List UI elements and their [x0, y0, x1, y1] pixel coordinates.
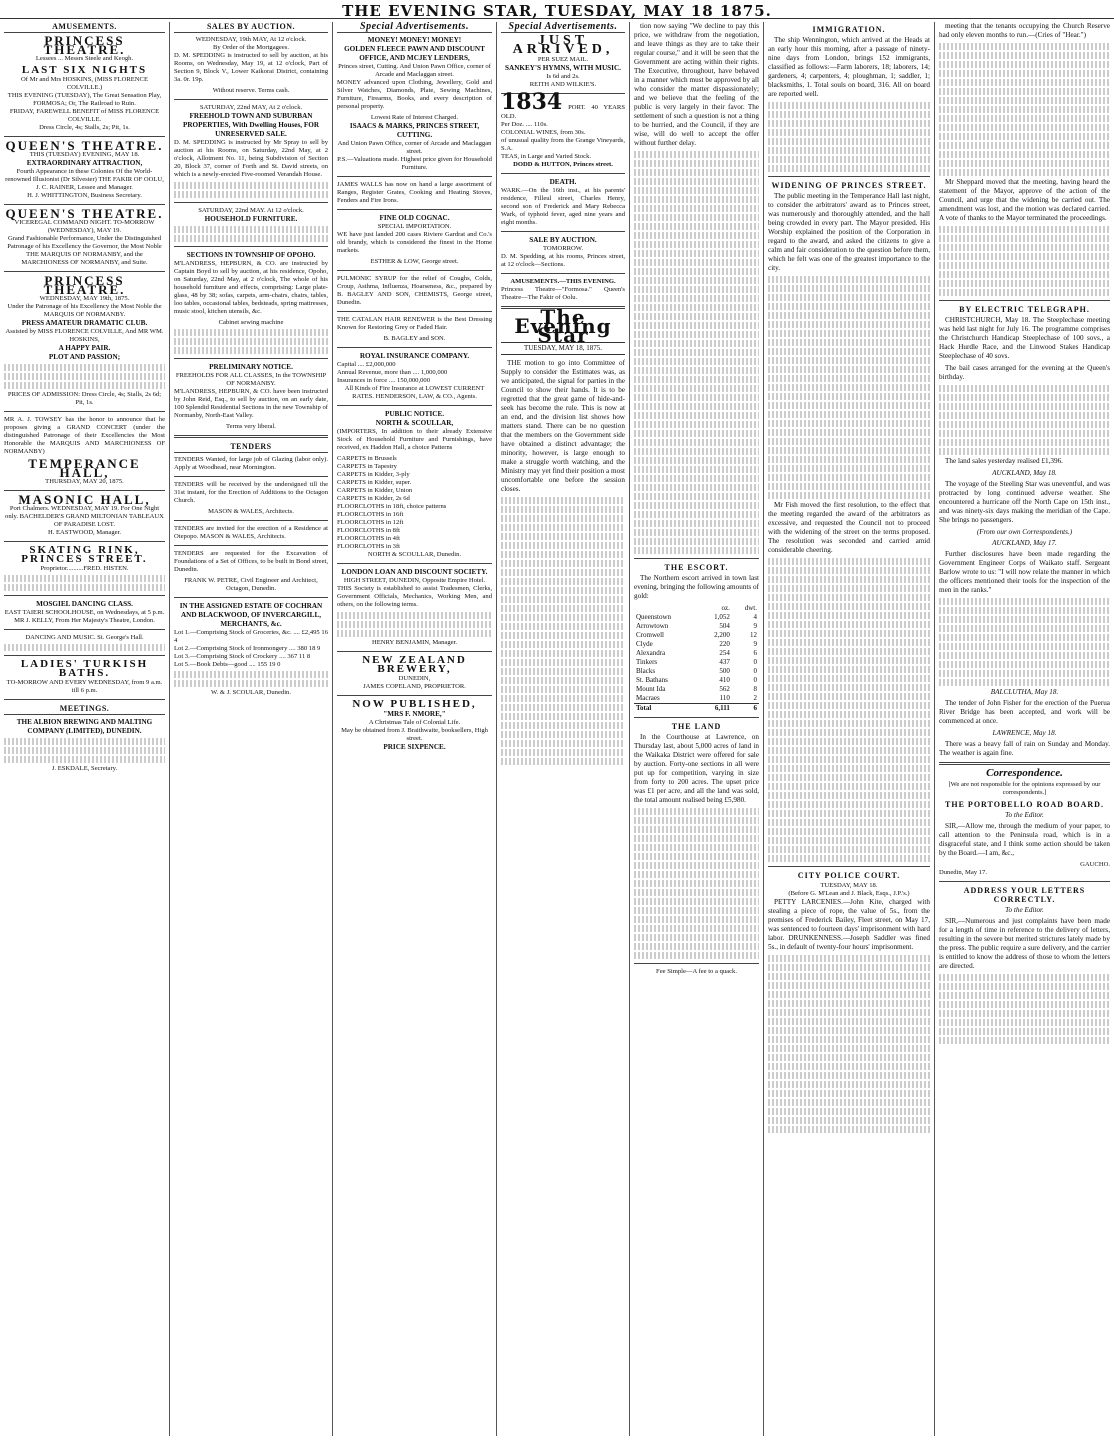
ad-line: Proprietor..........FRED. HISTEN.	[40, 565, 129, 572]
ad-body: THIS Society is established to assist Tradesmen, Clerks, Government Officials, Mechanics, Working Men, and others, on the following terms.	[337, 585, 492, 608]
ad-line: TEAS, in Large and Varied Stock.	[501, 153, 592, 160]
ad-title: LAST SIX NIGHTS	[21, 64, 148, 76]
ad-line: Lot 3.—Comprising Stock of Crockery .... 367 11 8	[174, 653, 311, 660]
letter-signature: GAUCHO.	[1080, 861, 1110, 868]
ad-line: COLONIAL WINES, from 30s.	[501, 129, 586, 136]
ad-line: SANKEY'S HYMNS, WITH MUSIC.	[505, 64, 621, 72]
ad-line: DODD & HUTTON, Princes street.	[513, 161, 613, 168]
column-telegraph	[935, 22, 1114, 1436]
ad-body: D. M. SPEDDING is instructed to sell by auction, at his Rooms, on Wednesday, May 19, at 12 o'clock, Part of Section 9, Block V., Lower Kaikorai District, containing 3a. 0r. 19p.	[174, 52, 328, 83]
ad-body: TENDERS are requested for the Excavation of Foundations of a Set of Offices, to be built in Bond street, Dunedin.	[174, 550, 328, 573]
article-body: Mr Sheppard moved that the meeting, having heard the statement of the Mayor, approve of the action of the Council, and urge that the widening be carried out. The amendment was lost, and the motion was declared carried. A vote of thanks to the Mayor terminated the proceedings.	[939, 178, 1110, 222]
ad-line: PLOT AND PASSION;	[48, 353, 121, 361]
table-cell: Queenstown	[636, 613, 671, 621]
ad-line: TO-MORROW AND EVERY WEDNESDAY, from 9 a.m. till 6 p.m.	[6, 679, 163, 694]
notice-body: WARK.—On the 16th inst., at his parents' residence, Filleul street, Charles Henry, second son of Frederick and Mary Rebecca Wark, of typhoid fever, aged nine years and eight months.	[501, 187, 625, 226]
ad-title: PRELIMINARY NOTICE.	[209, 363, 293, 371]
table-cell: 2,200	[714, 631, 730, 639]
ad-title: PRINCESS THEATRE.	[43, 273, 126, 297]
ad-line: SATURDAY, 22nd MAY. At 12 o'clock.	[198, 207, 304, 214]
floorcloth-line: FLOORCLOTHS in 8ft	[337, 527, 401, 534]
dateline: AUCKLAND, May 17.	[992, 539, 1057, 547]
telegraph-item: The land sales yesterday realised £1,396.	[945, 457, 1063, 465]
table-cell: Mount Ida	[636, 685, 666, 693]
ad-line: By Order of the Mortgagees.	[213, 44, 289, 51]
section-heading: BY ELECTRIC TELEGRAPH.	[959, 305, 1090, 314]
ad-line: Insurances in force .... 150,000,000	[337, 377, 431, 384]
table-cell: Tinkers	[636, 658, 658, 666]
article-continued: meeting that the tenants occupying the Church Reserve had only eleven months to run.—(Cries of "Hear.")	[939, 22, 1110, 39]
floorcloth-line: FLOORCLOTHS in 3ft	[337, 543, 401, 550]
table-cell: 12	[750, 631, 757, 639]
telegraph-item: The tender of John Fisher for the erection of the Puerua River Bridge has been accepted, and work will be commenced at once.	[939, 699, 1110, 725]
table-cell: 220	[719, 640, 730, 648]
carpet-line: CARPETS in Tapestry	[337, 463, 397, 470]
ad-line: WEDNESDAY, 19th MAY, At 12 o'clock.	[195, 36, 307, 43]
table-row	[634, 694, 759, 704]
ad-line: Lot 1.—Comprising Stock of Groceries, &c. .... £2,495 16 4	[174, 629, 328, 644]
ad-title: LONDON LOAN AND DISCOUNT SOCIETY.	[341, 568, 488, 576]
ad-line: Dress Circle, 4s; Stalls, 2s; Pit, 1s.	[39, 124, 130, 131]
ad-line: A Christmas Tale of Colonial Life.	[368, 719, 461, 726]
telegraph-item: CHRISTCHURCH, May 18. The Steeplechase meeting was held last night for July 16. The programme comprises the Christchurch Handicap Steeplechase of 100 sovs., a Hack Hurdle Race, and the Linwood Stakes Handicap Steeplechase of 40 sovs.	[939, 316, 1110, 360]
ad-title: NORTH & SCOULLAR,	[375, 419, 454, 427]
escort-intro: The Northern escort arrived in town last evening, bringing the following amounts of gold:	[634, 574, 759, 600]
carpet-line: CARPETS in Kidder, Union	[337, 487, 413, 494]
table-cell: 437	[719, 658, 730, 666]
section-heading: TENDERS	[174, 442, 328, 453]
table-cell: 0	[753, 676, 757, 684]
newspaper-nameplate: The Evening Star	[514, 305, 612, 347]
ad-line: ESTHER & LOW, George street.	[370, 258, 459, 265]
section-heading: SALE BY AUCTION.	[529, 236, 597, 244]
ad-line: Terms very liberal.	[226, 423, 276, 430]
ad-line: PRICES OF ADMISSION: Dress Circle, 4s; Stalls, 2s 6d; Pit, 1s.	[7, 391, 162, 406]
column-heading: AMUSEMENTS.	[4, 22, 165, 33]
ad-title: PUBLIC NOTICE.	[384, 410, 445, 418]
ad-title: TEMPERANCE HALL,	[28, 456, 141, 480]
dateline: (From our own Correspondents.)	[976, 528, 1073, 536]
ad-line: of unusual quality from the Grange Vineyards, S.A.	[501, 137, 625, 152]
article-body: In the Courthouse at Lawrence, on Thursday last, about 5,000 acres of land in the Waikaka District were offered for sale by auction. Forty-one sections in all were put up for competition, varying in size from forty to 200 acres. The upset price was £1 per acre, and all the land was sold, the total amount realised being £5,980.	[634, 733, 759, 804]
floorcloth-line: FLOORCLOTHS in 18ft, choice patterns	[337, 503, 447, 510]
ad-title: MOSGIEL DANCING CLASS.	[36, 600, 133, 608]
table-cell: St. Bathans	[636, 676, 668, 684]
ad-title: FINE OLD COGNAC.	[379, 214, 450, 222]
article-body: The ship Wennington, which arrived at the Heads at an early hour this morning, after a passage of ninety-nine days from London, brings 152 immigrants, classified as follows:—Farm laborers, 18; laborers, 14; gardeners, 4; carpenters, 4; ploughman, 1; saddler, 1; blacksmiths, 1. Total souls on board, 316. All on board are reported well.	[768, 36, 930, 98]
column-header: dwt.	[744, 604, 757, 612]
section-heading: THE LAND	[671, 722, 722, 731]
notice-body: D. M. Spedding, at his rooms, Princes street, at 12 o'clock—Sections.	[501, 253, 625, 268]
table-cell: 0	[753, 667, 757, 675]
table-cell: Clyde	[636, 640, 653, 648]
carpet-line: CARPETS in Kidder, 2s 6d	[337, 495, 410, 502]
table-cell: Arrowtown	[636, 622, 669, 630]
ad-line: EXTRAORDINARY ATTRACTION,	[26, 159, 143, 167]
letter-title: ADDRESS YOUR LETTERS CORRECTLY.	[963, 886, 1086, 904]
ad-line: DUNEDIN,	[398, 675, 431, 682]
ad-line: REITH AND WILKIE'S.	[529, 81, 597, 88]
letter-to: To the Editor.	[1005, 906, 1044, 914]
telegraph-item: Further disclosures have been made regarding the Government Engineer Corps of Waikato staff. Sergeant Barlow wrote to us: "I will now relate the manner in which the officers mentioned their tools for the inspection of the men in the ranks."	[939, 550, 1110, 594]
table-cell: Total	[634, 704, 699, 714]
ad-title: ROYAL INSURANCE COMPANY.	[359, 352, 470, 360]
ad-line: Cabinet sewing machine	[218, 319, 284, 326]
section-heading: WIDENING OF PRINCES STREET.	[771, 181, 927, 190]
table-cell: 0	[753, 658, 757, 666]
escort-table	[634, 604, 759, 713]
ad-line: J. ESKDALE, Secretary.	[51, 765, 118, 772]
table-cell: 8	[753, 685, 757, 693]
ad-line: Per Doz. .... 110s.	[501, 121, 548, 128]
ad-line: TOMORROW.	[542, 245, 584, 252]
letter-body: SIR,—Numerous and just complaints have been made for a length of time in reference to the delivery of letters, resulting in the severe but merited strictures lately made by the press. The public require a sure delivery, and the carrier is entitled to know the address of those to whom the letters are directed.	[939, 917, 1110, 970]
letter-to: To the Editor.	[1005, 811, 1044, 819]
ad-line: THIS (TUESDAY) EVENING, MAY 18.	[29, 151, 140, 158]
ad-body: TENDERS Wanted, for large job of Glazing (labor only). Apply at Woodhead, near Mornington.	[174, 456, 328, 471]
court-bench: (Before G. M'Lean and J. Black, Esqs., J.P.'s.)	[788, 890, 910, 897]
ad-title: QUEEN'S THEATRE.	[5, 206, 164, 221]
ad-body: (IMPORTERS, In addition to their already Extensive Stock of Household Furniture and Furnishings, have received, ex Haddon Hall, a choice Patterns	[337, 428, 492, 451]
ad-line: PORT. 40 YEARS OLD.	[501, 104, 625, 120]
ad-line: Lowest Rate of Interest Charged.	[370, 114, 459, 121]
ad-line: Princes street, Cutting. And Union Pawn Office, corner of Arcade and Maclaggan street.	[338, 63, 491, 78]
ad-line: SPECIAL IMPORTATION.	[377, 223, 452, 230]
page-masthead: THE EVENING STAR, TUESDAY, MAY 18 1875.	[0, 2, 1114, 19]
table-cell: 562	[719, 685, 730, 693]
floorcloth-line: FLOORCLOTHS in 16ft	[337, 511, 404, 518]
ad-line: PER SUEZ MAIL.	[537, 56, 589, 63]
column-auctions	[170, 22, 333, 1436]
notice-body: Princess Theatre—"Formosa." Queen's Theatre—The Fakir of Oolu.	[501, 286, 625, 301]
dateline: AUCKLAND, May 18.	[992, 469, 1057, 477]
ad-line: Annual Revenue, more than .... 1,000,000	[337, 369, 448, 376]
table-row	[634, 613, 759, 622]
ad-line: MASON & WALES, Architects.	[208, 508, 294, 515]
ad-line: All Kinds of Fire Insurance at LOWEST CURRENT RATES. HENDERSON, LAW, & CO., Agents.	[344, 385, 485, 400]
section-heading: MEETINGS.	[4, 704, 165, 715]
ad-body: M'LANDRESS, HEPBURN, & CO. have been instructed by John Reid, Esq., to sell by auction, on an early date, 100 Splendid Residential Sections in the new Township of Normanby, North-East Valley.	[174, 388, 328, 419]
column-heading: Special Advertisements.	[501, 22, 625, 33]
ad-body: D. M. SPEDDING is instructed by Mr Spray to sell by auction at his Rooms, on Saturday, 22nd May, at 2 o'clock, Allotment No. 11, being Subdivision of Section 20, Block 37, corner of Forth and St. David streets, on which is a newly-erected Five-roomed Verandah House.	[174, 139, 328, 178]
editorial-continued: tion now saying "We decline to pay this price, we withdraw from the negotiation, and leave things as they are to take their regular course," and it will be seen that the Government are acting within their rights. The Executive, throughout, have behaved in a manner which must be approved by all who consider the matter dispassionately; and we believe that the feeling of the public is very largely in their favor. The settlement of such a question is not a thing to be hurried, and the Council, if they are wise, will do well to accept the offer without further delay.	[634, 22, 759, 147]
ad-line: Is 6d and 2s.	[546, 73, 580, 80]
ad-title: PRINCESS THEATRE.	[43, 33, 126, 57]
ad-body: MR A. J. TOWSEY has the honor to announce that he proposes giving a GRAND CONCERT (under the distinguished Patronage of their Excellencies the Most Honorable the MARQUIS AND MARCHIONESS OF NORMANBY)	[4, 416, 165, 455]
ad-title: SKATING RINK, PRINCES STREET.	[21, 544, 148, 565]
ad-line: Under the Patronage of his Excellency the Most Noble the MARQUIS OF NORMANBY.	[7, 303, 162, 318]
ad-body: TENDERS will be received by the undersigned till the 31st instant, for the Erection of Additions to the Octagon Church.	[174, 481, 328, 504]
ad-line: H. J. WHITTINGTON, Business Secretary.	[27, 192, 142, 199]
table-cell: Macraes	[636, 694, 660, 702]
ad-line: SATURDAY, 22nd MAY, At 2 o'clock.	[199, 104, 303, 111]
ad-line: May be obtained from J. Braithwaite, booksellers, High street.	[341, 727, 488, 742]
table-cell: 4	[753, 613, 757, 621]
letter-body: SIR,—Allow me, through the medium of your paper, to call attention to the Peninsula road, which is in a disgraceful state, and I think some action should be taken by the Board.—I am, &c.,	[939, 822, 1110, 857]
ad-line: PRESS AMATEUR DRAMATIC CLUB.	[21, 319, 148, 327]
ad-title: THE ALBION BREWING AND MALTING COMPANY (LIMITED), DUNEDIN.	[16, 718, 153, 735]
column-local-news	[764, 22, 935, 1436]
letter-title: THE PORTOBELLO ROAD BOARD.	[945, 800, 1104, 809]
ad-body: WE have just landed 200 cases Riviere Gardrat and Co.'s old brandy, which is considered the finest in the Home markets.	[337, 231, 492, 254]
table-row	[634, 685, 759, 694]
table-cell: 6	[732, 704, 759, 714]
ad-line: DANCING AND MUSIC. St. George's Hall.	[25, 634, 144, 641]
ad-line: MONEY! MONEY! MONEY!	[367, 36, 462, 44]
table-row	[634, 631, 759, 640]
article-body: PETTY LARCENIES.—John Kite, charged with stealing a piece of rope, the value of 5s., from the premises of Frederick Bailey, Fleet street, on May 17, was sentenced to fourteen days' imprisonment with hard labor. DRUNKENNESS.—Joseph Saddler was fined 5s., in default of twenty-four hours' imprisonment.	[768, 898, 930, 951]
carpet-line: CARPETS in Brussels	[337, 455, 397, 462]
section-heading: Correspondence.	[986, 767, 1063, 779]
ad-line: And Union Pawn Office, corner of Arcade and Maclaggan street.	[337, 140, 492, 155]
column-amusements	[0, 22, 170, 1436]
ad-body: JAMES WALLS has now on hand a large assortment of Ranges, Register Grates, Cooking and Heating Stoves, Fenders and Fire Irons.	[337, 181, 492, 204]
ad-line: J. C. RAINER, Lessee and Manager.	[36, 184, 133, 191]
table-cell: 9	[753, 640, 757, 648]
table-cell: 6,111	[699, 704, 732, 714]
ad-title: NEW ZEALAND BREWERY,	[362, 654, 467, 675]
ad-title: HOUSEHOLD FURNITURE.	[204, 215, 298, 223]
carpet-line: CARPETS in Kidder, super.	[337, 479, 412, 486]
table-cell: 9	[753, 622, 757, 630]
table-row	[634, 676, 759, 685]
table-row	[634, 622, 759, 631]
table-cell: 2	[753, 694, 757, 702]
table-cell: Blacks	[636, 667, 656, 675]
ad-line: MR J. KELLY, From Her Majesty's Theatre, London.	[14, 617, 155, 624]
ad-line: THIS EVENING (TUESDAY), The Great Sensation Play, FORMOSA; Or, The Railroad to Ruin.	[7, 92, 162, 107]
ad-line: WEDNESDAY, MAY 19th, 1875.	[39, 295, 130, 302]
ad-title: GOLDEN FLEECE PAWN AND DISCOUNT OFFICE, AND MCJEY LENDERS,	[344, 45, 485, 62]
column-heading: Special Advertisements.	[337, 22, 492, 33]
floorcloth-line: FLOORCLOTHS in 4ft	[337, 535, 401, 542]
section-heading: AMUSEMENTS.—THIS EVENING.	[510, 278, 616, 285]
article-body: The public meeting in the Temperance Hall last night, to consider the arbitrators' award as to Princes street, was numerously and thoroughly attended, and the hall being crowded in every part. The Mayor presided. His Worship explained the position of the Corporation in regard to the award, and asked the citizens to give a calm and fair consideration to the question before them, which he felt was one of the greatest importance to the city.	[768, 192, 930, 272]
ad-body: TENDERS are invited for the erection of a Residence at Otepopo. MASON & WALES, Architects.	[174, 525, 328, 540]
carpet-line: CARPETS in Kidder, 3-ply	[337, 471, 410, 478]
dateline: BALCLUTHA, May 18.	[990, 688, 1059, 696]
ad-title: IN THE ASSIGNED ESTATE OF COCHRAN AND BLACKWOOD, OF INVERCARGILL, MERCHANTS, &c.	[179, 602, 323, 628]
letter-date: Dunedin, May 17.	[939, 869, 987, 876]
column-news	[630, 22, 764, 1436]
ad-line: VICEREGAL COMMAND NIGHT. TO-MORROW (WEDNESDAY), MAY 19.	[14, 219, 155, 234]
ad-body: PULMONIC SYRUP for the relief of Coughs, Colds, Croup, Asthma, Influenza, Hoarseness, &c., prepared by B. BAGLEY AND SON, CHEMISTS, George street, Dunedin.	[337, 275, 492, 306]
table-row	[634, 640, 759, 649]
ad-line: Lot 2.—Comprising Stock of Ironmongery .... 380 18 9	[174, 645, 321, 652]
ad-line: "MRS F. NMORE,"	[383, 710, 446, 718]
ad-line: Port Chalmers. WEDNESDAY, MAY 19. For One Night only. BACHELDER'S GRAND MILTONIAN TABLEAUX OF PARADISE LOST.	[5, 505, 164, 528]
table-row	[634, 649, 759, 658]
ad-line: HENRY BENJAMIN, Manager.	[371, 639, 458, 646]
ad-line: Assisted by MISS FLORENCE COLVILLE, And MR WM. HOSKINS,	[5, 328, 164, 343]
disclaimer: [We are not responsible for the opinions expressed by our correspondents.]	[948, 781, 1101, 796]
ad-title: NOW PUBLISHED,	[352, 698, 477, 710]
editorial-body: THE motion to go into Committee of Supply to consider the Estimates was, as we anticipated, the signal for parties in the Council to show their hands. It is to be regretted that the great game of hide-and-seek has become the rule. This is now at an end, and the division list shows how matters stand. There can be no question that the members on the Government side have obtained a distinct advantage; the minority, however, is large enough to make a struggle worth watching, and the Ministry may yet find their position a most uncomfortable one before the session closes.	[501, 359, 625, 493]
ad-line: Without reserve. Terms cash.	[212, 87, 290, 94]
table-cell: 110	[719, 694, 730, 702]
ad-year: 1834	[501, 89, 563, 115]
ad-line: Capital .... £2,000,000	[337, 361, 396, 368]
section-heading: IMMIGRATION.	[812, 25, 886, 34]
table-cell: Cromwell	[636, 631, 664, 639]
ad-title: ISAACS & MARKS, PRINCES STREET, CUTTING.	[349, 122, 480, 139]
ad-title: MASONIC HALL,	[18, 492, 151, 507]
column-special-ads	[333, 22, 497, 1436]
ad-line: H. EASTWOOD, Manager.	[47, 529, 122, 536]
ad-line: FRANK W. PETRE, Civil Engineer and Architect, Octagon, Dunedin.	[184, 577, 318, 592]
table-cell: 500	[719, 667, 730, 675]
ad-title: SECTIONS IN TOWNSHIP OF OPOHO.	[186, 251, 316, 259]
ad-body: THE CATALAN HAIR RENEWER is the Best Dressing Known for Restoring Grey or Faded Hair.	[337, 316, 492, 331]
ad-line: THURSDAY, MAY 20, 1875.	[45, 478, 124, 485]
ad-title: LADIES' TURKISH BATHS.	[20, 658, 149, 679]
ad-line: B. BAGLEY and SON.	[383, 335, 446, 342]
filler-line: Fee Simple—A fee to a quack.	[656, 968, 737, 975]
table-cell: Alexandra	[636, 649, 666, 657]
ad-line: Fourth Appearance in these Colonies Of the World-renowned Illusionist (Dr Silvester) THE FAKIR OF OOLU,	[5, 168, 164, 183]
dateline: LAWRENCE, May 18.	[992, 729, 1057, 737]
table-row	[634, 667, 759, 676]
ad-line: W. & J. SCOULAR, Dunedin.	[211, 689, 291, 696]
table-header-row	[634, 604, 759, 613]
table-cell: 254	[719, 649, 730, 657]
section-heading: THE ESCORT.	[664, 563, 729, 572]
table-total-row	[634, 704, 759, 714]
dateline: TUESDAY, MAY 18, 1875.	[501, 342, 625, 355]
ad-title: JUST ARRIVED,	[512, 33, 614, 57]
ad-line: Lot 5.—Book Debts—good .... 155 19 0	[174, 661, 281, 668]
ad-line: PRICE SIXPENCE.	[383, 743, 446, 751]
ad-line: HIGH STREET, DUNEDIN, Opposite Empire Hotel.	[343, 577, 486, 584]
table-cell: 504	[719, 622, 730, 630]
section-heading: CITY POLICE COURT.	[797, 871, 901, 880]
ad-line: EAST TAIERI SCHOOLHOUSE, on Wednesdays, at 5 p.m.	[4, 609, 165, 616]
floorcloth-line: FLOORCLOTHS in 12ft	[337, 519, 404, 526]
table-cell: 1,052	[714, 613, 730, 621]
ad-line: Grand Fashionable Performance, Under the Distinguished Patronage of his Excellency the Governor, the Most Noble THE MARQUIS OF NORMANBY, and the MARCHIONESS OF NORMANBY, and Suite.	[7, 235, 162, 266]
telegraph-item: There was a heavy fall of rain on Sunday and Monday. The weather is again fine.	[939, 740, 1110, 757]
table-cell: 410	[719, 676, 730, 684]
section-heading: DEATH.	[549, 178, 577, 186]
table-cell: 6	[753, 649, 757, 657]
column-editorial	[497, 22, 630, 1436]
telegraph-item: The bail cases arranged for the evening at the Queen's birthday.	[939, 364, 1110, 381]
table-row	[634, 658, 759, 667]
ad-body: MONEY advanced upon Clothing, Jewellery, Gold and Silver Watches, Diamonds, Plate, Sewing Machines, Furniture, Firearms, Books, and every description of personal property.	[337, 79, 492, 110]
column-heading: SALES BY AUCTION.	[174, 22, 328, 33]
ad-line: Of Mr and Mrs HOSKINS, (MISS FLORENCE COLVILLE.)	[21, 76, 148, 91]
court-date: TUESDAY, MAY 18.	[820, 882, 878, 889]
article-body: Mr Fish moved the first resolution, to the effect that the meeting regarded the award of the arbitrators as excessive, and requested the Council not to proceed with the widening of the street on the terms proposed. The resolution was seconded and carried amid considerable cheering.	[768, 501, 930, 554]
ad-line: JAMES COPELAND, PROPRIETOR.	[363, 683, 466, 690]
telegraph-item: The voyage of the Steeling Star was uneventful, and was protracted by long continued adverse weather. She encountered a hurricane off the North Cape on 15th inst., and was ninety-six days making the meridian of the Cape. She brings no passengers.	[939, 480, 1110, 524]
ad-line: FRIDAY, FAREWELL BENEFIT of MISS FLORENCE COLVILLE.	[9, 108, 160, 123]
ad-title: FREEHOLD TOWN AND SUBURBAN PROPERTIES, With Dwelling Houses, FOR UNRESERVED SALE.	[182, 112, 320, 138]
ad-line: Lessees ... Messrs Steele and Keogh.	[35, 55, 134, 62]
ad-body: M'LANDRESS, HEPBURN, & CO. are instructed by Captain Boyd to sell by auction, at his residence, Opoho, on Saturday, 22nd May, at 2 o'clock, The whole of his household furniture and effects, comprising: Large plate-glass, 48 by 38; sofas, carpets, arm-chairs, chairs, tables, loo tables, occasional tables, bedsteads, spring mattresses, music stool, kitchen utensils, &c.	[174, 260, 328, 315]
ad-title: QUEEN'S THEATRE.	[5, 138, 164, 153]
ad-line: NORTH & SCOULLAR, Dunedin.	[367, 551, 462, 558]
ad-line: P.S.—Valuations made. Highest price given for Household Furniture.	[337, 156, 492, 171]
column-header: oz.	[721, 604, 730, 612]
ad-line: FREEHOLDS FOR ALL CLASSES, In the TOWNSHIP OF NORMANBY.	[175, 372, 327, 387]
ad-line: A HAPPY PAIR.	[58, 344, 111, 352]
